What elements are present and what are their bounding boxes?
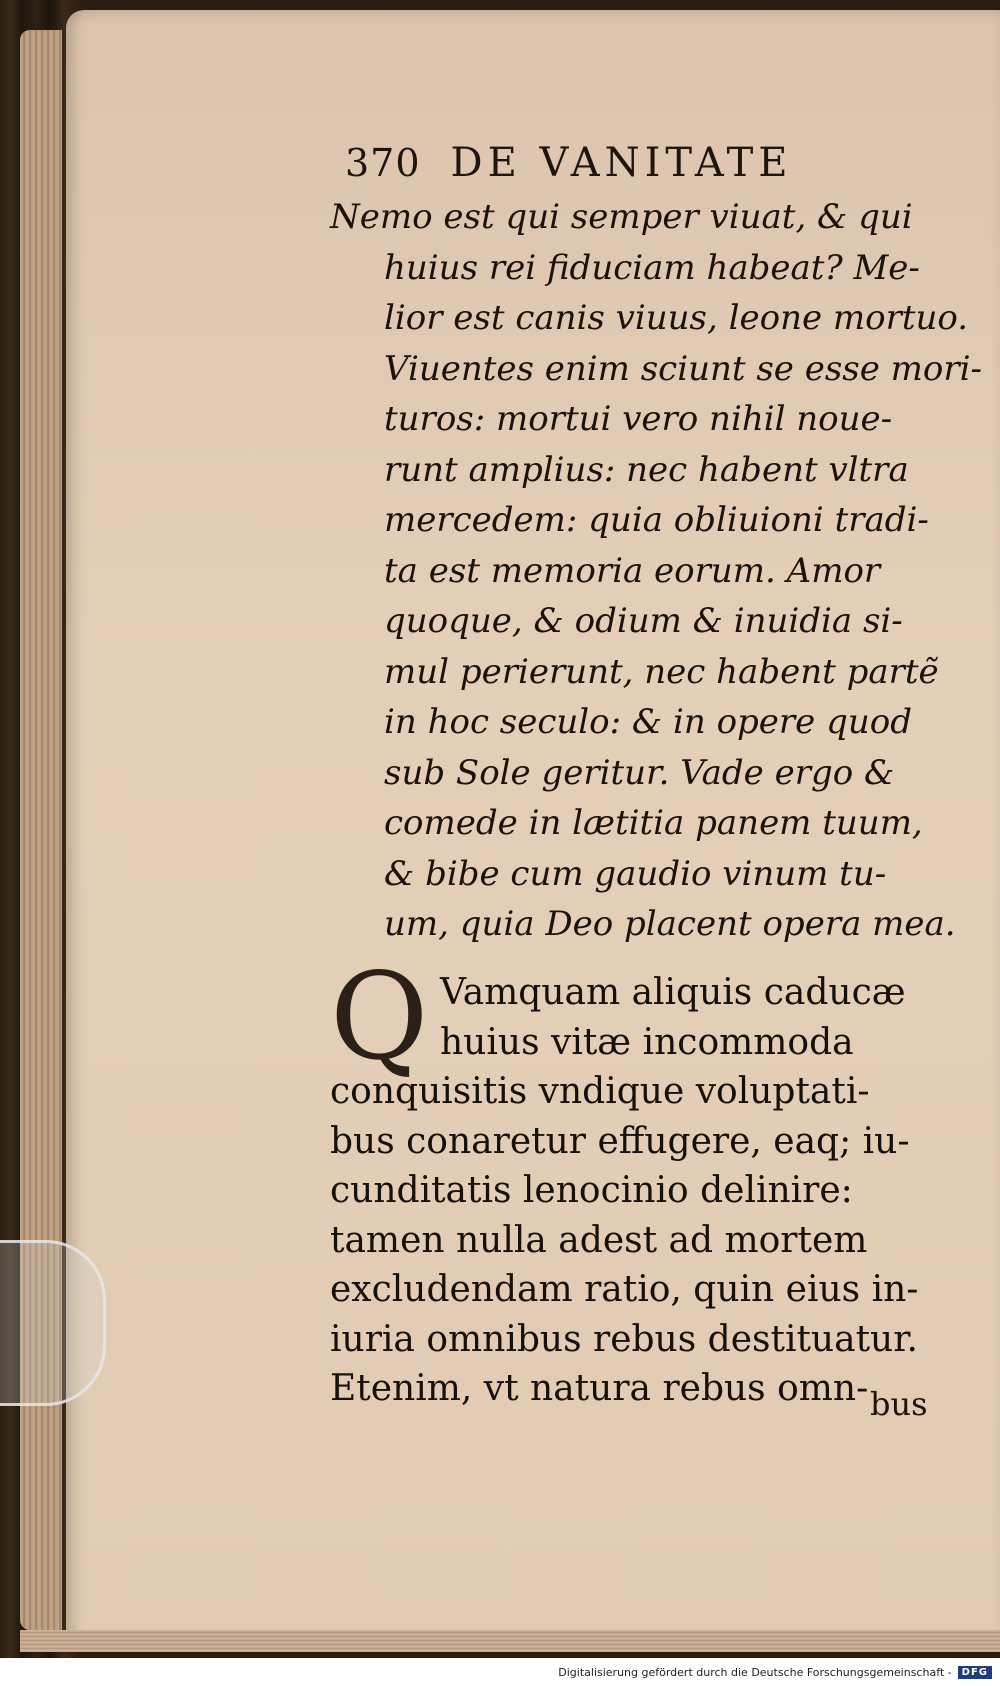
text-line: huius rei fiduciam habeat? Me- — [384, 247, 920, 288]
text-line: Vamquam aliquis caducæ — [440, 972, 906, 1013]
text-line: bus conaretur effugere, eaq; iu- — [330, 1120, 910, 1162]
running-head — [345, 140, 865, 190]
text-line: mul perierunt, nec habent partẽ — [384, 651, 939, 692]
running-title: DE VANITATE — [450, 140, 793, 186]
text-line: ta est memoria eorum. Amor — [384, 550, 881, 591]
catchword: bus — [870, 1385, 928, 1423]
text-line: sub Sole geritur. Vade ergo & — [384, 752, 895, 793]
text-line: lior est canis viuus, leone mortuo. — [384, 298, 969, 338]
text-line: Viuentes enim sciunt se esse mori- — [384, 348, 983, 389]
text-line: conquisitis vndique voluptati- — [330, 1071, 870, 1112]
text-line: mercedem: quia obliuioni tradi- — [384, 500, 929, 540]
commentary-paragraph — [330, 948, 940, 1414]
text-line: comede in lætitia panem tuum, — [384, 803, 923, 843]
italic-scripture-passage — [330, 192, 983, 950]
text-line: tamen nulla adest ad mortem — [330, 1219, 868, 1261]
text-line: runt amplius: nec habent vltra — [384, 449, 909, 490]
text-line: iuria omnibus rebus destituatur. — [330, 1318, 918, 1360]
dfg-logo-icon: DFG — [958, 1666, 992, 1679]
text-line: turos: mortui vero nihil noue- — [384, 399, 893, 439]
page-clip — [0, 1240, 106, 1406]
text-line: huius vitæ incommoda — [440, 1021, 854, 1063]
text-line: Etenim, vt natura rebus omn- — [330, 1368, 869, 1409]
page-number: 370 — [345, 141, 421, 185]
footer-credit-text: Digitalisierung gefördert durch die Deutsche Forschungsgemeinschaft - — [558, 1665, 952, 1679]
text-line: cunditatis lenocinio delinire: — [330, 1170, 853, 1211]
book-bottom-edge — [20, 1630, 1000, 1652]
text-line: Nemo est qui semper viuat, & qui — [330, 197, 913, 237]
text-line: um, quia Deo placent opera mea. — [384, 904, 956, 944]
text-line: quoque, & odium & inuidia si- — [384, 601, 903, 641]
digitization-footer — [0, 1658, 1000, 1686]
text-line: & bibe cum gaudio vinum tu- — [384, 853, 887, 894]
text-line: excludendam ratio, quin eius in- — [330, 1269, 919, 1310]
decorated-initial: Q — [330, 948, 429, 1087]
text-line: in hoc seculo: & in opere quod — [384, 702, 912, 742]
